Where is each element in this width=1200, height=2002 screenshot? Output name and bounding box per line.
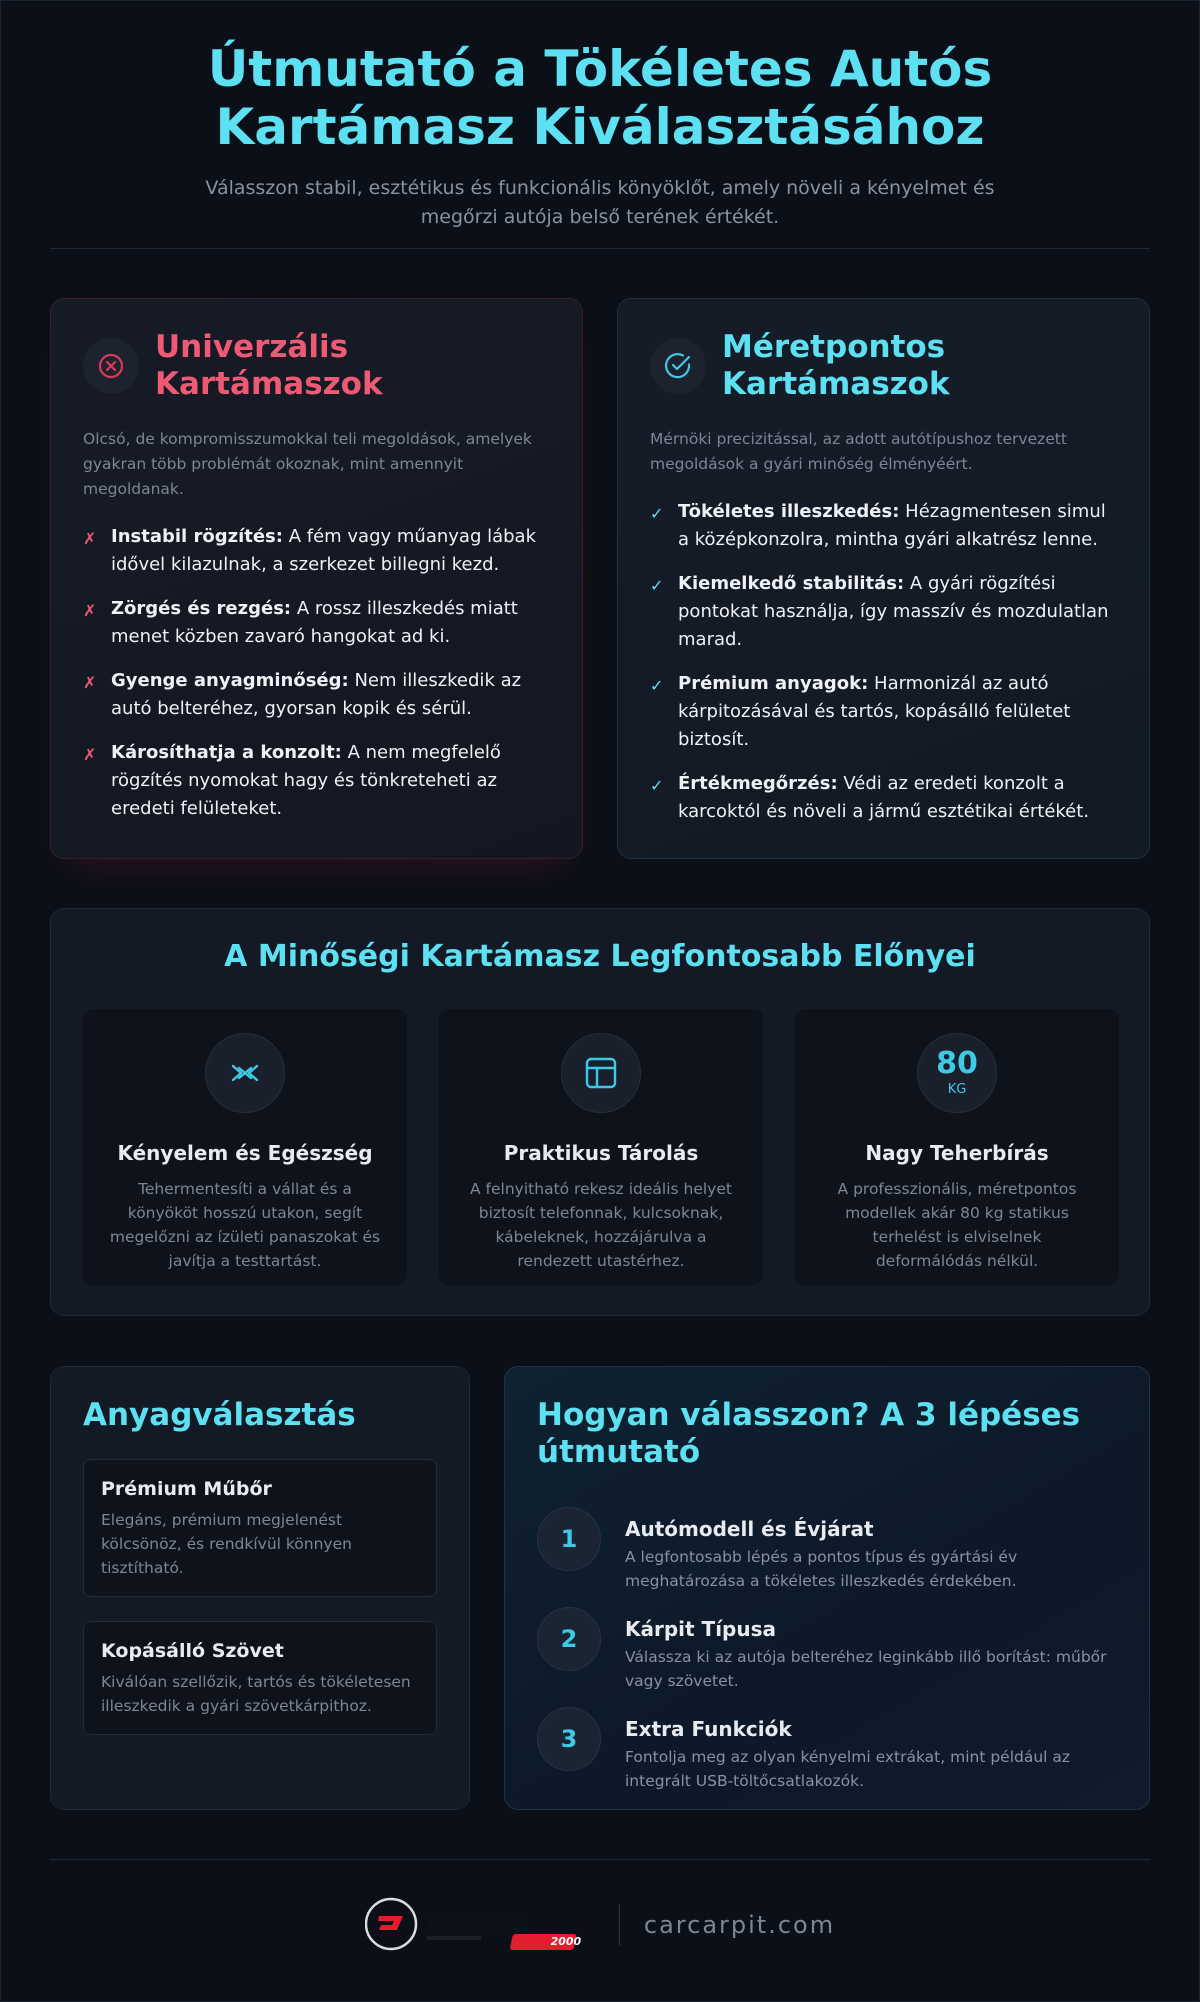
- cross-icon: ✗: [83, 529, 97, 548]
- fitted-title: Méretpontos Kartámaszok: [722, 329, 950, 402]
- step-title: Kárpit Típusa: [625, 1617, 777, 1641]
- material-name: Kopásálló Szövet: [101, 1640, 284, 1662]
- comfort-icon: [205, 1033, 285, 1113]
- step-desc: Válassza ki az autója belteréhez leginkább illő borítást: műbőr vagy szövetet.: [625, 1648, 1107, 1690]
- material-desc: Kiválóan szellőzik, tartós és tökéletesen illeszkedik a gyári szövetkárpithoz.: [101, 1673, 411, 1715]
- check-icon: ✓: [650, 576, 664, 595]
- benefits-section: [50, 908, 1150, 1316]
- list-item: ✓ Prémium anyagok: Harmonizál az autó kárpitozásával és tartós, kopásálló felületet biztosít.: [650, 670, 1115, 754]
- steps-card: [504, 1366, 1150, 1810]
- steps-title: Hogyan válasszon? A 3 lépéses útmutató: [537, 1397, 1081, 1470]
- fitted-card: [617, 298, 1150, 859]
- check-icon: ✓: [650, 776, 664, 795]
- step-item: [537, 1507, 1117, 1593]
- material-desc: Elegáns, prémium megjelenést kölcsönöz, és rendkívül könnyen tisztítható.: [101, 1511, 352, 1577]
- header-divider: [50, 248, 1150, 249]
- universal-title: Univerzális Kartámaszok: [155, 329, 383, 402]
- benefit-title: Praktikus Tárolás: [503, 1141, 699, 1165]
- benefit-card-load: [795, 1009, 1119, 1285]
- benefit-card-storage: [439, 1009, 763, 1285]
- benefits-title: A Minőségi Kartámasz Legfontosabb Előnyei: [224, 939, 976, 974]
- benefit-desc: A professzionális, méretpontos modellek akár 80 kg statikus terhelést is elviselnek deformálódás nélkül.: [837, 1180, 1077, 1270]
- benefit-card-comfort: [83, 1009, 407, 1285]
- fitted-list: [650, 498, 1115, 842]
- cross-icon: ✗: [83, 673, 97, 692]
- universal-card: [50, 298, 583, 859]
- step-number: 1: [537, 1507, 601, 1571]
- logo-badge: 2000: [550, 1935, 582, 1948]
- storage-layout-icon: [561, 1033, 641, 1113]
- page-subtitle: Válasszon stabil, esztétikus és funkcionális könyöklőt, amely növeli a kényelmet és megőrzi autója belső terének értékét.: [205, 177, 995, 228]
- material-fabric: [83, 1621, 437, 1735]
- check-circle-icon: [650, 338, 706, 394]
- material-name: Prémium Műbőr: [101, 1478, 272, 1500]
- footer: [0, 1896, 1200, 1954]
- list-item: ✗ Gyenge anyagminőség: Nem illeszkedik az autó belteréhez, gyorsan kopik és sérül.: [83, 667, 548, 723]
- step-number: 3: [537, 1707, 601, 1771]
- footer-divider: [50, 1859, 1150, 1860]
- header: [0, 40, 1200, 232]
- step-title: Extra Funkciók: [625, 1717, 792, 1741]
- weight-unit: KG: [947, 1082, 967, 1097]
- step-title: Autómodell és Évjárat: [625, 1517, 874, 1541]
- x-circle-icon: [83, 338, 139, 394]
- step-number: 2: [537, 1607, 601, 1671]
- benefit-title: Nagy Teherbírás: [865, 1141, 1049, 1165]
- list-item: ✗ Károsíthatja a konzolt: A nem megfelelő rögzítés nyomokat hagy és tönkreteheti az eredeti felületeket.: [83, 739, 548, 823]
- universal-desc: Olcsó, de kompromisszumokkal teli megoldások, amelyek gyakran több problémát okoznak, mint amennyit megoldanak.: [83, 430, 532, 498]
- check-icon: ✓: [650, 504, 664, 523]
- list-item: ✗ Zörgés és rezgés: A rossz illeszkedés miatt menet közben zavaró hangokat ad ki.: [83, 595, 548, 651]
- step-desc: A legfontosabb lépés a pontos típus és gyártási év meghatározása a tökéletes illeszkedés érdekében.: [625, 1548, 1018, 1590]
- weight-value: 80: [936, 1046, 978, 1081]
- material-leather: [83, 1459, 437, 1597]
- universal-list: [83, 523, 548, 839]
- step-item: [537, 1707, 1117, 1793]
- footer-separator: [619, 1904, 620, 1946]
- materials-card: [50, 1366, 470, 1810]
- benefit-title: Kényelem és Egészség: [117, 1141, 373, 1165]
- cross-icon: ✗: [83, 601, 97, 620]
- check-icon: ✓: [650, 676, 664, 695]
- list-item: ✗ Instabil rögzítés: A fém vagy műanyag lábak idővel kilazulnak, a szerkezet billegni kezd.: [83, 523, 548, 579]
- list-item: ✓ Tökéletes illeszkedés: Hézagmentesen simul a középkonzolra, mintha gyári alkatrész lenne.: [650, 498, 1115, 554]
- step-desc: Fontolja meg az olyan kényelmi extrákat, mint például az integrált USB-töltőcsatlakozók.: [625, 1748, 1071, 1790]
- page-title: Útmutató a Tökéletes Autós Kartámasz Kiválasztásához: [207, 40, 993, 156]
- benefit-desc: A felnyitható rekesz ideális helyet biztosít telefonnak, kulcsoknak, kábeleknek, hozzájárulva a rendezett utastérhez.: [470, 1180, 732, 1270]
- fitted-desc: Mérnöki precizitással, az adott autótípushoz tervezett megoldások a gyári minőség élményéért.: [650, 430, 1067, 473]
- step-item: [537, 1607, 1117, 1693]
- materials-title: Anyagválasztás: [83, 1397, 356, 1433]
- carcarpit-logo[interactable]: [365, 1896, 595, 1954]
- site-link[interactable]: carcarpit.com: [643, 1911, 836, 1939]
- weight-badge: [917, 1033, 997, 1113]
- benefit-desc: Tehermentesíti a vállat és a könyököt hosszú utakon, segít megelőzni az ízületi panaszokat és javítja a testtartást.: [109, 1180, 381, 1270]
- list-item: ✓ Kiemelkedő stabilitás: A gyári rögzítési pontokat használja, így masszív és mozdulatlan marad.: [650, 570, 1115, 654]
- cross-icon: ✗: [83, 745, 97, 764]
- list-item: ✓ Értékmegőrzés: Védi az eredeti konzolt a karcoktól és növeli a jármű esztétikai értékét.: [650, 770, 1115, 826]
